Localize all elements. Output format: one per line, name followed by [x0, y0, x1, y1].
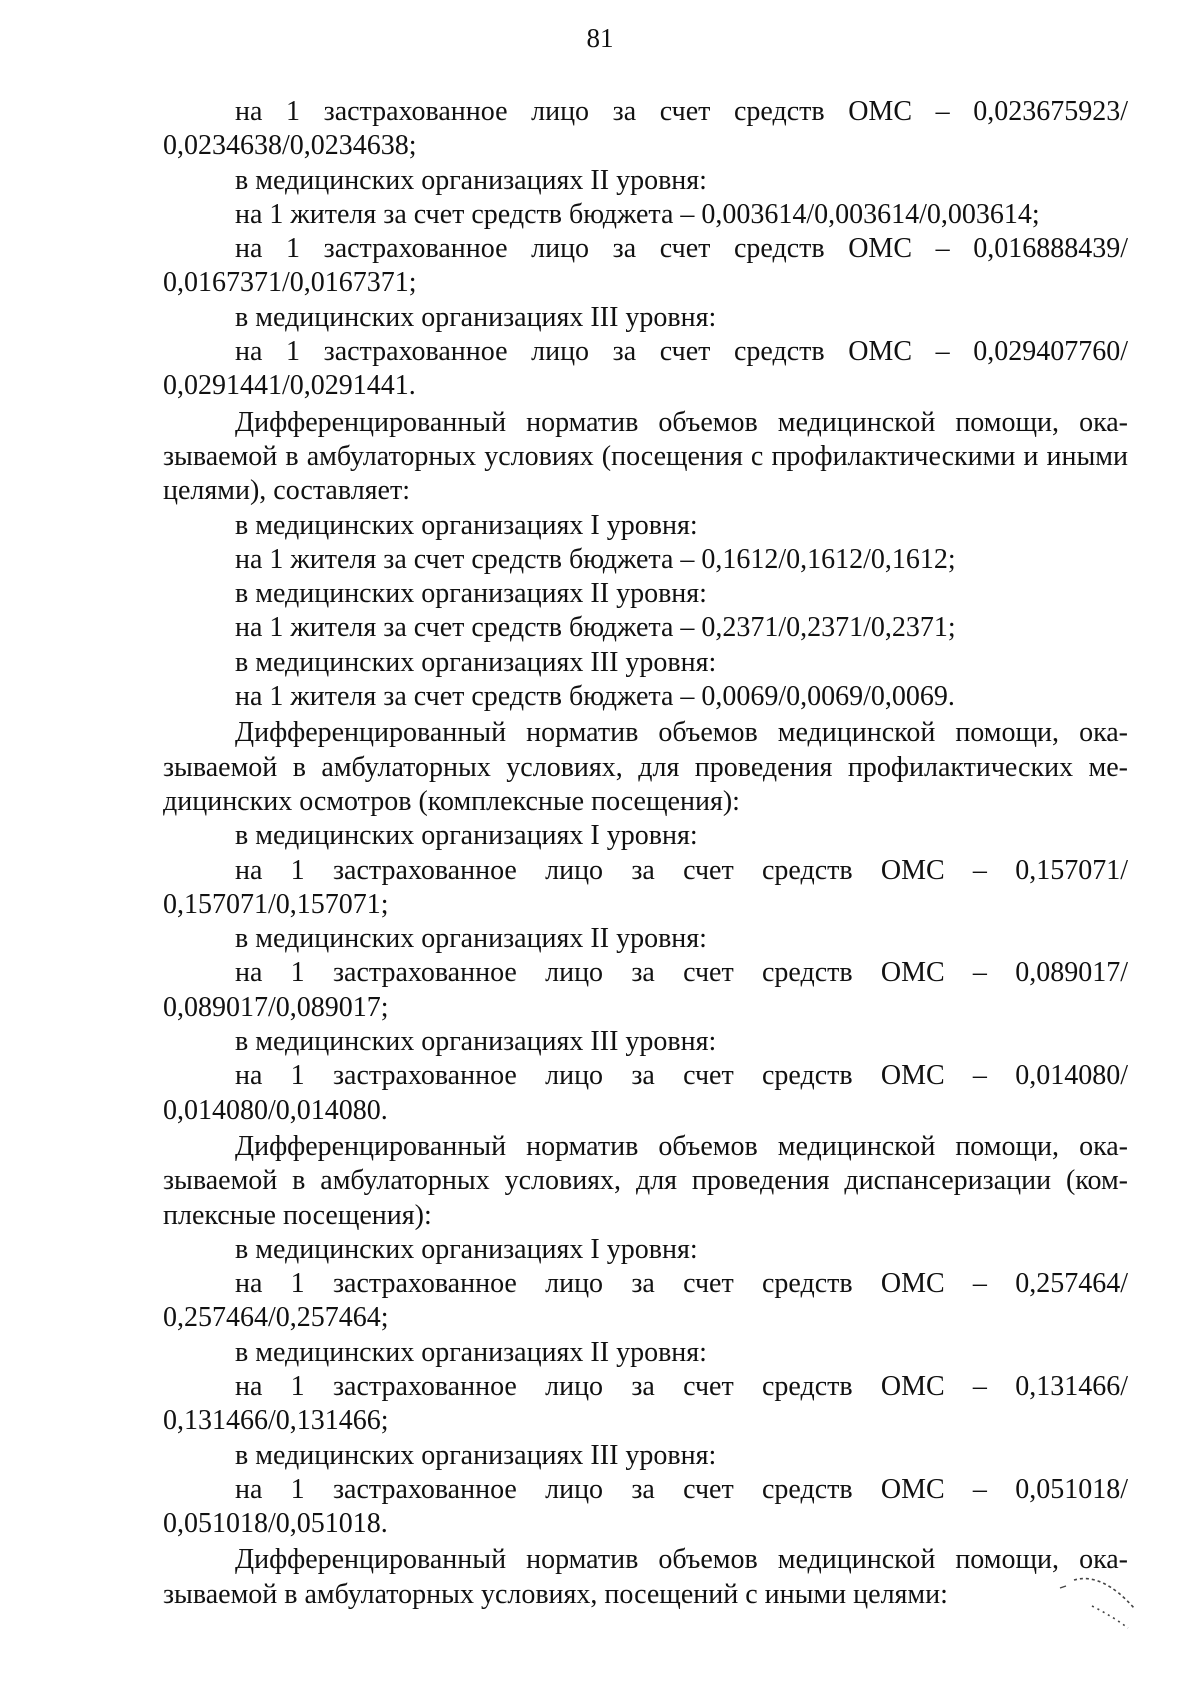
- paragraph: в медицинских организациях II уровня:: [235, 923, 707, 955]
- paragraph: в медицинских организациях I уровня:: [235, 820, 698, 852]
- paragraph: на 1 застрахованное лицо за счет средств ОМС – 0,023675923/ 0,0234638/0,0234638;: [163, 96, 1128, 162]
- paragraph: на 1 застрахованное лицо за счет средств ОМС – 0,131466/ 0,131466/0,131466;: [163, 1370, 1128, 1437]
- paragraph: Дифференцированный норматив объемов медицинской помощи, оказываемой в амбулаторных условиях (посещения с профилактическими и иными целями), составляет:: [163, 406, 1128, 507]
- paragraph: на 1 застрахованное лицо за счет средств ОМС – 0,257464/ 0,257464/0,257464;: [163, 1268, 1128, 1334]
- paragraph: Дифференцированный норматив объемов медицинской помощи, оказываемой в амбулаторных условиях, для проведения профилактических медицинских осмотров (комплексные посещения):: [163, 717, 1128, 817]
- paragraph: в медицинских организациях III уровня:: [235, 301, 717, 333]
- paragraph: на 1 жителя за счет средств бюджета – 0,003614/0,003614/0,003614;: [235, 198, 1040, 230]
- paragraph: на 1 застрахованное лицо за счет средств ОМС – 0,157071/ 0,157071/0,157071;: [163, 854, 1128, 920]
- paragraph: на 1 жителя за счет средств бюджета – 0,2371/0,2371/0,2371;: [235, 612, 956, 644]
- paragraph: в медицинских организациях II уровня:: [235, 1336, 707, 1368]
- paragraph: на 1 застрахованное лицо за счет средств ОМС – 0,016888439/ 0,0167371/0,0167371;: [163, 233, 1128, 299]
- paragraph: в медицинских организациях III уровня:: [235, 646, 717, 678]
- paragraph: на 1 застрахованное лицо за счет средств ОМС – 0,029407760/ 0,0291441/0,0291441.: [163, 336, 1128, 402]
- document-body: [163, 95, 1128, 1612]
- paragraph: на 1 жителя за счет средств бюджета – 0,1612/0,1612/0,1612;: [235, 543, 956, 575]
- paragraph: в медицинских организациях I уровня:: [235, 1233, 698, 1265]
- paragraph: на 1 жителя за счет средств бюджета – 0,0069/0,0069/0,0069.: [235, 681, 955, 713]
- paragraph: Дифференцированный норматив объемов медицинской помощи, оказываемой в амбулаторных условиях, для проведения диспансеризации (комплексные посещения):: [163, 1130, 1128, 1231]
- paragraph: на 1 застрахованное лицо за счет средств ОМС – 0,089017/ 0,089017/0,089017;: [163, 957, 1128, 1023]
- paragraph: Дифференцированный норматив объемов медицинской помощи, оказываемой в амбулаторных условиях, посещений с иными целями:: [163, 1544, 1128, 1610]
- paragraph: на 1 застрахованное лицо за счет средств ОМС – 0,014080/ 0,014080/0,014080.: [163, 1060, 1128, 1126]
- paragraph: в медицинских организациях III уровня:: [235, 1026, 717, 1058]
- paragraph: в медицинских организациях I уровня:: [235, 509, 698, 541]
- scan-mark: [1052, 1568, 1142, 1638]
- paragraph: на 1 застрахованное лицо за счет средств ОМС – 0,051018/ 0,051018/0,051018.: [163, 1473, 1128, 1540]
- paragraph: в медицинских организациях II уровня:: [235, 164, 707, 196]
- paragraph: в медицинских организациях III уровня:: [235, 1439, 717, 1471]
- page-number: 81: [586, 23, 614, 53]
- paragraph: в медицинских организациях II уровня:: [235, 578, 707, 610]
